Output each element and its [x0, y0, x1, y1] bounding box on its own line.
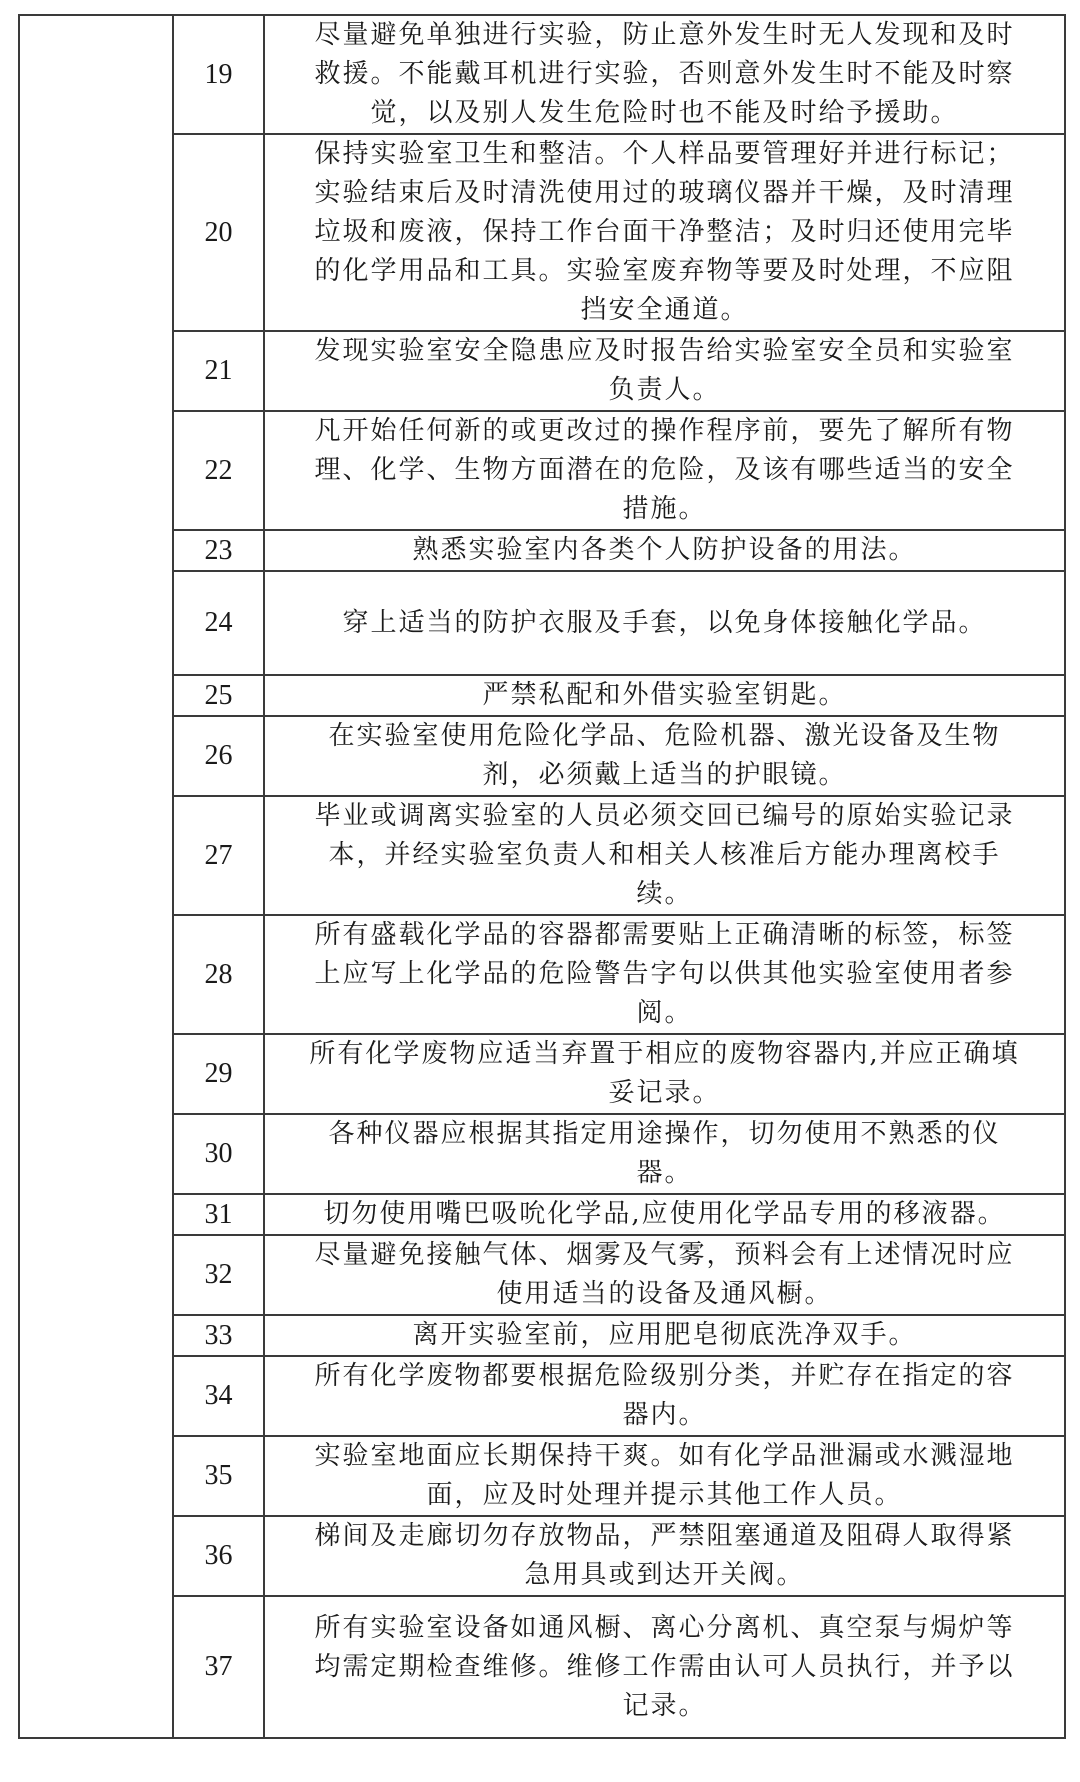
- rule-text: [264, 1235, 1065, 1315]
- rule-text-line: 实验结束后及时清洗使用过的玻璃仪器并干燥，及时清理: [314, 178, 1015, 208]
- rule-text-line: 所有实验室设备如通风橱、离心分离机、真空泵与焗炉等: [314, 1612, 1015, 1643]
- rule-text-line: 实验室地面应长期保持干爽。如有化学品泄漏或水溅湿地: [314, 1441, 1015, 1471]
- rule-number: 25: [173, 675, 264, 716]
- table-row: [19, 530, 1065, 571]
- rule-text-line: 离开实验室前，应用肥皂彻底洗净双手。: [412, 1320, 917, 1350]
- rule-number: 30: [173, 1114, 264, 1194]
- rule-text-line: 记录。: [622, 1690, 707, 1721]
- rule-text: [264, 411, 1065, 530]
- rule-text-line: 器。: [636, 1158, 693, 1188]
- table-row: [19, 675, 1065, 716]
- rule-text-line: 救援。不能戴耳机进行实验，否则意外发生时不能及时察: [314, 59, 1015, 89]
- rule-text-line: 切勿使用嘴巴吸吮化学品,应使用化学品专用的移液器。: [323, 1199, 1006, 1229]
- rule-text: [264, 1436, 1065, 1516]
- rule-text-line: 凡开始任何新的或更改过的操作程序前，要先了解所有物: [314, 416, 1015, 446]
- rule-text-line: 熟悉实验室内各类个人防护设备的用法。: [412, 535, 917, 565]
- rule-number: 35: [173, 1436, 264, 1516]
- rule-text-line: 面，应及时处理并提示其他工作人员。: [426, 1480, 903, 1510]
- table-row: [19, 796, 1065, 915]
- rule-number: 23: [173, 530, 264, 571]
- rule-number: 31: [173, 1194, 264, 1235]
- rule-text-line: 毕业或调离实验室的人员必须交回已编号的原始实验记录: [314, 801, 1015, 831]
- table-row: [19, 571, 1065, 675]
- rule-text: [264, 675, 1065, 716]
- table-row: [19, 134, 1065, 331]
- rule-text: [264, 1596, 1065, 1738]
- lab-safety-rules-table: [18, 14, 1066, 1739]
- rule-number: 22: [173, 411, 264, 530]
- rule-number: 21: [173, 331, 264, 411]
- rule-number: 32: [173, 1235, 264, 1315]
- rule-number: 28: [173, 915, 264, 1034]
- rule-text-line: 挡安全通道。: [580, 295, 749, 325]
- rule-text-line: 在实验室使用危险化学品、危险机器、激光设备及生物: [328, 721, 1001, 751]
- table-row: [19, 1315, 1065, 1356]
- rule-text-line: 阅。: [636, 998, 693, 1028]
- table-row: [19, 1516, 1065, 1596]
- rule-number: 36: [173, 1516, 264, 1596]
- table-row: [19, 331, 1065, 411]
- rule-number: 37: [173, 1596, 264, 1738]
- rule-number: 26: [173, 716, 264, 796]
- rule-text-line: 负责人。: [608, 375, 721, 405]
- rule-text-line: 各种仪器应根据其指定用途操作，切勿使用不熟悉的仪: [328, 1119, 1001, 1149]
- rule-text-line: 发现实验室安全隐患应及时报告给实验室安全员和实验室: [314, 336, 1015, 366]
- rule-text: [264, 1516, 1065, 1596]
- rule-text: [264, 915, 1065, 1034]
- rule-text-line: 的化学用品和工具。实验室废弃物等要及时处理，不应阻: [314, 256, 1015, 286]
- rules-table-body: [19, 15, 1065, 1738]
- rule-number: 20: [173, 134, 264, 331]
- table-row: [19, 1596, 1065, 1738]
- rule-number: 27: [173, 796, 264, 915]
- rule-text-line: 续。: [636, 879, 693, 909]
- rule-text-line: 本，并经实验室负责人和相关人核准后方能办理离校手: [328, 840, 1001, 870]
- rule-text-line: 妥记录。: [608, 1078, 721, 1108]
- rule-text: [264, 1356, 1065, 1436]
- rule-text-line: 尽量避免接触气体、烟雾及气雾，预料会有上述情况时应: [314, 1240, 1015, 1270]
- table-row: [19, 716, 1065, 796]
- rule-text: [264, 530, 1065, 571]
- rule-number: 29: [173, 1034, 264, 1114]
- table-row: [19, 1114, 1065, 1194]
- rule-text-line: 所有盛载化学品的容器都需要贴上正确清晰的标签，标签: [314, 920, 1015, 950]
- rule-text-line: 器内。: [622, 1400, 707, 1430]
- rule-text-line: 使用适当的设备及通风橱。: [496, 1279, 833, 1309]
- rule-text: [264, 1194, 1065, 1235]
- table-row: [19, 1034, 1065, 1114]
- rule-text-line: 剂，必须戴上适当的护眼镜。: [482, 760, 847, 790]
- rule-text-line: 保持实验室卫生和整洁。个人样品要管理好并进行标记；: [314, 139, 1015, 169]
- rule-text-line: 所有化学废物应适当弃置于相应的废物容器内,并应正确填: [309, 1039, 1020, 1069]
- rule-text-line: 穿上适当的防护衣服及手套，以免身体接触化学品。: [342, 607, 987, 638]
- rule-number: 19: [173, 15, 264, 134]
- rule-text: [264, 1315, 1065, 1356]
- table-row: [19, 15, 1065, 134]
- rule-text-line: 急用具或到达开关阀。: [524, 1560, 805, 1590]
- rule-text-line: 尽量避免单独进行实验，防止意外发生时无人发现和及时: [314, 20, 1015, 50]
- rule-text-line: 措施。: [622, 494, 707, 524]
- rule-text-line: 严禁私配和外借实验室钥匙。: [482, 680, 847, 710]
- table-row: [19, 1436, 1065, 1516]
- rule-text: [264, 796, 1065, 915]
- rule-text-line: 垃圾和废液，保持工作台面干净整洁；及时归还使用完毕: [314, 217, 1015, 247]
- rule-text: [264, 571, 1065, 675]
- rule-text-line: 理、化学、生物方面潜在的危险，及该有哪些适当的安全: [314, 455, 1015, 485]
- table-row: [19, 1235, 1065, 1315]
- rule-text-line: 觉，以及别人发生危险时也不能及时给予援助。: [370, 98, 959, 128]
- rule-number: 24: [173, 571, 264, 675]
- category-column-cell: [19, 15, 173, 1738]
- rule-text: [264, 1034, 1065, 1114]
- table-row: [19, 1356, 1065, 1436]
- rule-text: [264, 716, 1065, 796]
- rule-text-line: 上应写上化学品的危险警告字句以供其他实验室使用者参: [314, 959, 1015, 989]
- rule-number: 34: [173, 1356, 264, 1436]
- rule-text-line: 所有化学废物都要根据危险级别分类，并贮存在指定的容: [314, 1361, 1015, 1391]
- rule-text: [264, 15, 1065, 134]
- table-row: [19, 915, 1065, 1034]
- rule-text: [264, 1114, 1065, 1194]
- rule-number: 33: [173, 1315, 264, 1356]
- table-row: [19, 1194, 1065, 1235]
- rule-text: [264, 331, 1065, 411]
- rule-text: [264, 134, 1065, 331]
- table-row: [19, 411, 1065, 530]
- rule-text-line: 均需定期检查维修。维修工作需由认可人员执行，并予以: [314, 1651, 1015, 1682]
- rule-text-line: 梯间及走廊切勿存放物品，严禁阻塞通道及阻碍人取得紧: [314, 1521, 1015, 1551]
